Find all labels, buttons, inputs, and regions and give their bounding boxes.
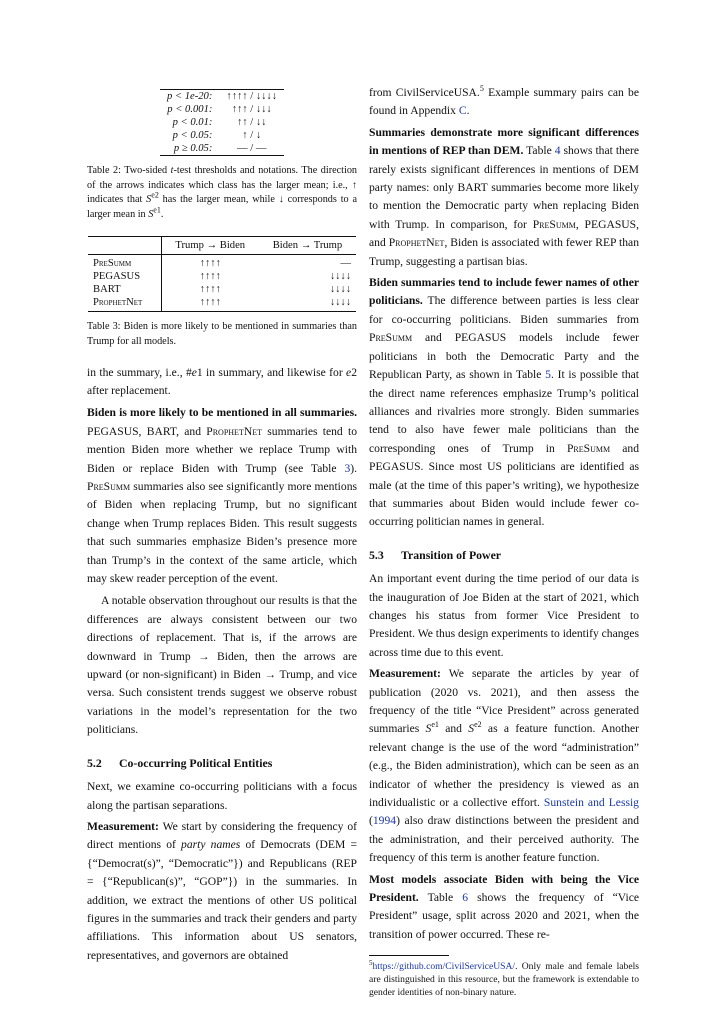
bold-lead-in: Biden summaries tend to include fewer names of other politicians. bbox=[369, 276, 639, 308]
text-run: summaries also see significantly more mentions of Biden when replacing Trump, but no significant change when Trump replaces Biden. This result suggests that such summaries emphasize Biden’s presence more than Trump’s in the context of the same article, which may skew reader perception of the event. bbox=[87, 480, 357, 586]
text-run: 5 bbox=[479, 84, 484, 94]
text-run: PreSumm bbox=[566, 441, 611, 455]
footnote-rule bbox=[369, 955, 449, 956]
text-run: e bbox=[346, 365, 352, 379]
text-run: Table 2: Two-sided bbox=[87, 165, 171, 176]
table-row bbox=[88, 283, 356, 296]
notation-cell: ↑ / ↓ bbox=[242, 130, 262, 141]
biden-to-trump-cell: ↓↓↓↓ bbox=[329, 284, 351, 296]
text-run: summaries tend to mention Biden more whether we replace Trump with Biden or replace Biden with Trump (see Table bbox=[87, 424, 358, 475]
trump-to-biden-cell: ↑↑↑↑ bbox=[199, 258, 221, 270]
section-5-2-body bbox=[87, 778, 357, 965]
biden-to-trump-cell: ↓↓↓↓ bbox=[329, 297, 351, 309]
left-body bbox=[87, 364, 357, 740]
section-number: 5.2 bbox=[87, 755, 102, 770]
paragraph bbox=[87, 778, 357, 815]
left-column bbox=[87, 84, 357, 965]
text-run: 5 bbox=[369, 959, 373, 968]
biden-to-trump-cell: ↓↓↓↓ bbox=[329, 271, 351, 283]
threshold-cell: p < 1e-20: bbox=[166, 91, 213, 102]
bold-lead-in: Biden is more likely to be mentioned in all summaries. bbox=[87, 406, 357, 420]
table-3-mentions bbox=[88, 236, 356, 312]
paragraph bbox=[369, 124, 639, 271]
text-run: An important event during the time period of our data is the inauguration of Joe Biden at the start of 2021, which changes his status from former Vice President to President. We thus design experiments to identify changes across time due to this event. bbox=[369, 572, 639, 659]
paragraph bbox=[87, 404, 357, 588]
text-run: has the larger mean, while ↓ corresponds to a larger mean in bbox=[87, 194, 357, 220]
text-run: of Democrats (DEM = {“Democrat(s)”, “Democratic”}) and Republicans (REP = {“Republican(s)”, “GOP”}) in the summaries. In addition, we extract the mentions of other US political figures in the summaries and track their genders and party affiliations. This information about US senators, representatives, and governors are obtained bbox=[87, 838, 357, 962]
bold-lead-in: Measurement: bbox=[87, 819, 159, 833]
text-run: and PEGASUS models include fewer politicians in both the Democratic Party and the Republican Party, as shown in Table bbox=[369, 331, 639, 382]
text-run: as a feature function. Another relevant change is the use of the word “administration” (e.g., the Biden administration), which can be seen as an indicator of whether the presidency is viewed as an individualistic or a collective effort. bbox=[369, 722, 640, 810]
table-row bbox=[160, 103, 284, 116]
table-2-thresholds bbox=[160, 89, 284, 156]
reference-link[interactable]: Sunstein and Lessig bbox=[543, 796, 639, 810]
text-run: Example summary pairs can be found in Appendix bbox=[369, 86, 640, 118]
text-run: S bbox=[468, 722, 475, 736]
paragraph bbox=[369, 665, 639, 867]
text-run: Table 3: Biden is more likely to be mentioned in summaries than Trump for all models. bbox=[87, 321, 357, 347]
threshold-cell: p < 0.01: bbox=[172, 117, 213, 128]
text-run: . It is possible that the direct name references emphasize Trump’s political alliances and rivalries more strongly. Biden summaries tend to also have fewer male politicians than the corresponding ones of Trump in bbox=[369, 368, 639, 455]
text-run: -test thresholds and notations. The direction of the arrows indicates which class has the larger mean; i.e., ↑ indicates that bbox=[87, 165, 358, 206]
threshold-cell: p ≥ 0.05: bbox=[173, 143, 213, 154]
text-run: . bbox=[160, 208, 164, 220]
text-run: PreSumm bbox=[532, 217, 576, 231]
text-run: from CivilServiceUSA. bbox=[369, 86, 480, 99]
text-run: , Biden is associated with fewer REP than Trump, suggesting a partisan bias. bbox=[369, 236, 639, 268]
notation-cell: ↑↑↑↑ / ↓↓↓↓ bbox=[226, 91, 278, 102]
paragraph bbox=[369, 871, 639, 945]
text-run: . bbox=[466, 104, 470, 118]
text-run: A notable observation throughout our results is that the differences are always consistent between our two directions of replacement. That is, if the arrows are downward in Trump → Biden, then the arrows are upward (or non-significant) in Biden → Trump, and vice versa. Such consistent trends suggest we observe robust variations in the model’s representation for the two politicians. bbox=[87, 594, 357, 737]
reference-link[interactable]: https://github.com/CivilServiceUSA/ bbox=[372, 961, 516, 973]
table-3-header-model bbox=[88, 237, 161, 255]
notation-cell: — / — bbox=[236, 143, 267, 154]
text-run: PEGASUS, BART, and bbox=[87, 424, 207, 438]
text-run: S bbox=[146, 194, 152, 206]
model-cell: ProphetNet bbox=[88, 296, 161, 312]
table-2-caption bbox=[87, 164, 357, 222]
table-row bbox=[160, 142, 284, 156]
notation-cell: ↑↑↑ / ↓↓↓ bbox=[231, 104, 272, 115]
text-run: in the summary, i.e., # bbox=[87, 365, 192, 379]
reference-link[interactable]: 4 bbox=[554, 144, 561, 158]
trump-to-biden-cell: ↑↑↑↑ bbox=[199, 297, 221, 309]
table-3-caption bbox=[87, 320, 357, 349]
text-run: t bbox=[170, 165, 174, 176]
bold-lead-in: Most models associate Biden with being the Vice President. bbox=[369, 872, 639, 905]
reference-link[interactable]: 6 bbox=[462, 891, 469, 905]
text-run: S bbox=[425, 722, 432, 736]
text-run: and PEGASUS. Since most US politicians are identified as male (at the time of this paper’s writing), we hypothesize that summaries about Biden would include fewer co-occurring politician names in general. bbox=[369, 441, 640, 529]
reference-link[interactable]: 3 bbox=[344, 461, 351, 475]
text-run: ProphetNet bbox=[206, 424, 262, 438]
table-row bbox=[88, 270, 356, 283]
section-title: Co-occurring Political Entities bbox=[119, 755, 273, 770]
section-number: 5.3 bbox=[369, 547, 384, 562]
text-run: and bbox=[438, 722, 469, 736]
notation-cell: ↑↑ / ↓↓ bbox=[236, 117, 267, 128]
trump-to-biden-cell: ↑↑↑↑ bbox=[199, 271, 221, 283]
text-run: Next, we examine co-occurring politicians with a focus along the partisan separations. bbox=[87, 780, 357, 812]
table-3-header-biden-to-trump: Biden → Trump bbox=[259, 237, 356, 255]
text-run: . Only male and female labels are distinguished in this resource, but the framework is extendable to gender identities of non-binary nature. bbox=[369, 961, 639, 999]
text-run: We separate the articles by year of publication (2020 vs. 2021), and then assess the frequency of the title “Vice President” across generated summaries bbox=[369, 667, 639, 736]
text-run: Table bbox=[523, 144, 555, 158]
threshold-cell: p < 0.05: bbox=[172, 130, 213, 141]
reference-link[interactable]: C bbox=[458, 104, 467, 118]
paragraph bbox=[369, 570, 639, 662]
text-run: e bbox=[191, 365, 197, 379]
table-row bbox=[160, 90, 284, 104]
text-run: The difference between parties is less clear for co-occurring politicians. Biden summaries from bbox=[369, 294, 639, 326]
text-run: e2 bbox=[474, 720, 482, 730]
text-run: S bbox=[148, 208, 154, 220]
model-cell: BART bbox=[88, 283, 161, 296]
paragraph bbox=[369, 274, 639, 532]
model-cell: PreSumm bbox=[88, 255, 161, 271]
biden-to-trump-cell: — bbox=[340, 258, 351, 270]
paragraph bbox=[87, 364, 357, 401]
text-run: e1 bbox=[431, 720, 439, 730]
table-row bbox=[88, 255, 356, 271]
bold-lead-in: Summaries demonstrate more significant differences in mentions of REP than DEM. bbox=[369, 125, 639, 158]
right-body bbox=[369, 84, 639, 532]
section-5-2-heading bbox=[87, 754, 357, 772]
paragraph bbox=[369, 84, 639, 121]
text-run: ( bbox=[369, 814, 373, 828]
text-run: shows that there rarely exists significant differences in mentions of DEM party names: only BART summaries become more likely to mention the Democratic party when replacing Biden with Trump. In comparison, for bbox=[369, 144, 640, 231]
table-row bbox=[160, 129, 284, 142]
section-5-3-heading bbox=[369, 546, 639, 564]
threshold-cell: p < 0.001: bbox=[167, 104, 213, 115]
text-run: ). bbox=[350, 461, 357, 475]
text-run: 1 in summary, and likewise for bbox=[196, 365, 347, 379]
text-run: , PEGASUS, and bbox=[369, 217, 639, 250]
table-row bbox=[160, 116, 284, 129]
table-3-header-trump-to-biden: Trump → Biden bbox=[161, 237, 259, 255]
reference-link[interactable]: 1994 bbox=[372, 814, 397, 828]
text-run: shows the frequency of “Vice President” usage, split across 2020 and 2021, when the transition of power occurred. These re- bbox=[369, 891, 639, 941]
model-cell: PEGASUS bbox=[88, 270, 161, 283]
section-5-3-body bbox=[369, 570, 639, 944]
text-run: party names bbox=[181, 838, 241, 852]
text-run: ProphetNet bbox=[388, 236, 445, 250]
text-run: Table bbox=[418, 891, 463, 905]
text-run: PreSumm bbox=[369, 331, 413, 345]
reference-link[interactable]: 5 bbox=[545, 368, 551, 382]
trump-to-biden-cell: ↑↑↑↑ bbox=[199, 284, 221, 296]
paragraph bbox=[87, 818, 357, 965]
text-run: 2 after replacement. bbox=[87, 365, 357, 397]
table-row bbox=[88, 296, 356, 312]
right-column bbox=[369, 84, 639, 999]
text-run: e2 bbox=[151, 190, 159, 200]
text-run: We start by considering the frequency of direct mentions of bbox=[87, 819, 357, 852]
section-title: Transition of Power bbox=[401, 547, 502, 562]
footnote-5 bbox=[369, 960, 639, 999]
text-run: ) also draw distinctions between the president and the administration, and their perceived authority. The frequency of this term is another feature function. bbox=[369, 814, 639, 865]
paragraph bbox=[87, 592, 357, 739]
bold-lead-in: Measurement: bbox=[369, 667, 441, 681]
text-run: PreSumm bbox=[87, 480, 131, 493]
text-run: e1 bbox=[153, 205, 161, 215]
